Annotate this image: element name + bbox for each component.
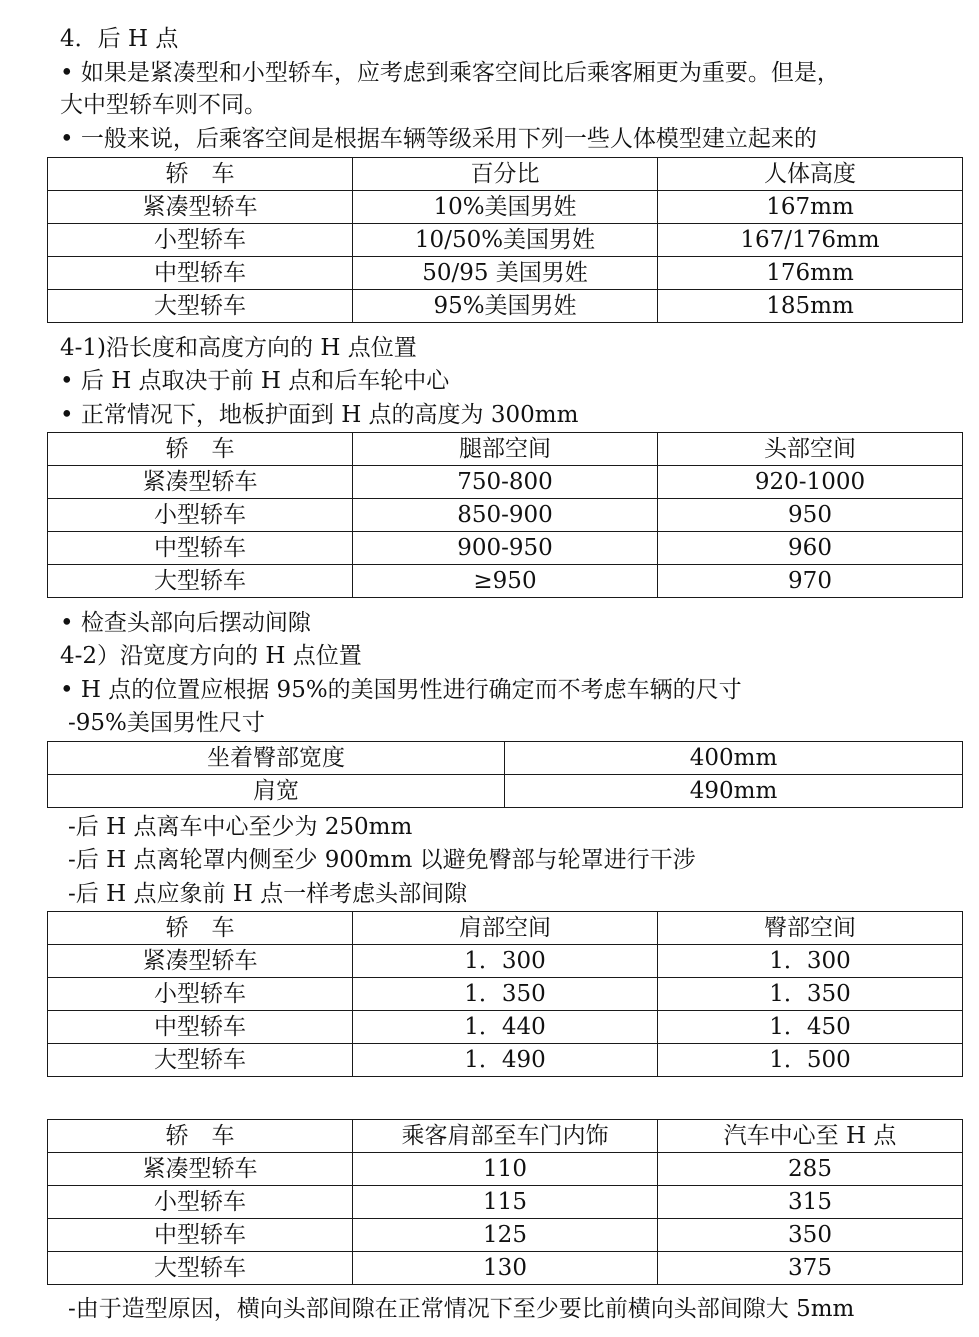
table-cell: 小型轿车 bbox=[48, 1186, 353, 1219]
table-cell: 375 bbox=[658, 1252, 963, 1285]
paragraph-line: • 一般来说，后乘客空间是根据车辆等级采用下列一些人体模型建立起来的 bbox=[60, 126, 817, 152]
final-note: -由于造型原因，横向头部间隙在正常情况下至少要比前横向头部间隙大 5mm bbox=[68, 1296, 855, 1322]
table-cell: 167mm bbox=[658, 191, 963, 224]
table-cell: 大型轿车 bbox=[48, 1252, 353, 1285]
table-cell: 紧凑型轿车 bbox=[48, 191, 353, 224]
mannequin-table bbox=[47, 157, 963, 323]
table-cell: 285 bbox=[658, 1153, 963, 1186]
table-cell: 坐着臀部宽度 bbox=[48, 742, 505, 775]
bullet-line: • 检查头部向后摆动间隙 bbox=[60, 610, 311, 636]
table-cell: 185mm bbox=[658, 290, 963, 323]
table-row bbox=[48, 191, 963, 224]
table-row bbox=[48, 466, 963, 499]
table-cell: 400mm bbox=[505, 742, 963, 775]
table-header-cell: 腿部空间 bbox=[353, 433, 658, 466]
table-row bbox=[48, 257, 963, 290]
table-cell: 950 bbox=[658, 499, 963, 532]
table-header-row bbox=[48, 1120, 963, 1153]
table-cell: 大型轿车 bbox=[48, 290, 353, 323]
bullet-line: • 后 H 点取决于前 H 点和后车轮中心 bbox=[60, 368, 450, 394]
table-cell: 大型轿车 bbox=[48, 1044, 353, 1077]
table-cell: 110 bbox=[353, 1153, 658, 1186]
table-row bbox=[48, 1186, 963, 1219]
table-row bbox=[48, 1219, 963, 1252]
table-cell: 1．450 bbox=[658, 1011, 963, 1044]
table-header-cell: 肩部空间 bbox=[353, 912, 658, 945]
table-header-cell: 汽车中心至 H 点 bbox=[658, 1120, 963, 1153]
table-cell: 95%美国男姓 bbox=[353, 290, 658, 323]
table-row bbox=[48, 742, 963, 775]
table-cell: 960 bbox=[658, 532, 963, 565]
table-row bbox=[48, 1044, 963, 1077]
table-row bbox=[48, 499, 963, 532]
table-header-cell: 头部空间 bbox=[658, 433, 963, 466]
table-cell: 350 bbox=[658, 1219, 963, 1252]
body-dimension-table bbox=[47, 741, 963, 808]
table-cell: 970 bbox=[658, 565, 963, 598]
table-header-cell: 人体高度 bbox=[658, 158, 963, 191]
table-cell: 小型轿车 bbox=[48, 978, 353, 1011]
table-cell: 中型轿车 bbox=[48, 1219, 353, 1252]
table-cell: 1．500 bbox=[658, 1044, 963, 1077]
table-cell: 125 bbox=[353, 1219, 658, 1252]
table-cell: 750-800 bbox=[353, 466, 658, 499]
section-subheading: 4-2）沿宽度方向的 H 点位置 bbox=[60, 643, 362, 669]
table-cell: 1．300 bbox=[658, 945, 963, 978]
table-cell: ≥950 bbox=[353, 565, 658, 598]
table-cell: 176mm bbox=[658, 257, 963, 290]
table-header-cell: 轿 车 bbox=[48, 1120, 353, 1153]
table-cell: 中型轿车 bbox=[48, 532, 353, 565]
table-row bbox=[48, 775, 963, 808]
table-row bbox=[48, 532, 963, 565]
section-subheading: 4-1)沿长度和高度方向的 H 点位置 bbox=[60, 335, 417, 361]
table-cell: 中型轿车 bbox=[48, 257, 353, 290]
leg-head-space-table bbox=[47, 432, 963, 598]
bullet-line: • 正常情况下，地板护面到 H 点的高度为 300mm bbox=[60, 402, 579, 428]
table-header-cell: 乘客肩部至车门内饰 bbox=[353, 1120, 658, 1153]
table-row bbox=[48, 1153, 963, 1186]
table-cell: 中型轿车 bbox=[48, 1011, 353, 1044]
dash-line: -后 H 点离车中心至少为 250mm bbox=[68, 814, 413, 840]
table-cell: 1．300 bbox=[353, 945, 658, 978]
table-cell: 1．350 bbox=[353, 978, 658, 1011]
paragraph-line: 大中型轿车则不同。 bbox=[60, 92, 267, 118]
table-row bbox=[48, 978, 963, 1011]
table-cell: 1．350 bbox=[658, 978, 963, 1011]
table-cell: 167/176mm bbox=[658, 224, 963, 257]
table-cell: 1．490 bbox=[353, 1044, 658, 1077]
table-header-cell: 百分比 bbox=[353, 158, 658, 191]
shoulder-hip-space-table bbox=[47, 911, 963, 1077]
table-cell: 850-900 bbox=[353, 499, 658, 532]
table-cell: 10/50%美国男姓 bbox=[353, 224, 658, 257]
table-cell: 紧凑型轿车 bbox=[48, 466, 353, 499]
table-row bbox=[48, 1252, 963, 1285]
paragraph-line: • 如果是紧凑型和小型轿车，应考虑到乘客空间比后乘客厢更为重要。但是， bbox=[60, 60, 840, 86]
table-cell: 920-1000 bbox=[658, 466, 963, 499]
table-cell: 900-950 bbox=[353, 532, 658, 565]
table-cell: 130 bbox=[353, 1252, 658, 1285]
table-header-cell: 轿 车 bbox=[48, 158, 353, 191]
table-row bbox=[48, 945, 963, 978]
section-heading: 4．后 H 点 bbox=[60, 26, 179, 52]
table-row bbox=[48, 290, 963, 323]
table-row bbox=[48, 565, 963, 598]
table-cell: 肩宽 bbox=[48, 775, 505, 808]
table-header-row bbox=[48, 433, 963, 466]
dash-line: -后 H 点应象前 H 点一样考虑头部间隙 bbox=[68, 881, 468, 907]
table-cell: 大型轿车 bbox=[48, 565, 353, 598]
table-row bbox=[48, 224, 963, 257]
table-cell: 115 bbox=[353, 1186, 658, 1219]
dash-line: -后 H 点离轮罩内侧至少 900mm 以避免臀部与轮罩进行干涉 bbox=[68, 847, 696, 873]
table-header-cell: 轿 车 bbox=[48, 912, 353, 945]
dash-line: -95%美国男性尺寸 bbox=[68, 710, 265, 736]
bullet-line: • H 点的位置应根据 95%的美国男性进行确定而不考虑车辆的尺寸 bbox=[60, 677, 742, 703]
table-cell: 紧凑型轿车 bbox=[48, 945, 353, 978]
table-header-cell: 轿 车 bbox=[48, 433, 353, 466]
table-cell: 50/95 美国男姓 bbox=[353, 257, 658, 290]
table-row bbox=[48, 1011, 963, 1044]
table-header-row bbox=[48, 158, 963, 191]
table-header-row bbox=[48, 912, 963, 945]
table-cell: 315 bbox=[658, 1186, 963, 1219]
table-cell: 490mm bbox=[505, 775, 963, 808]
table-cell: 10%美国男姓 bbox=[353, 191, 658, 224]
table-cell: 小型轿车 bbox=[48, 224, 353, 257]
shoulder-door-table bbox=[47, 1119, 963, 1285]
table-cell: 小型轿车 bbox=[48, 499, 353, 532]
table-cell: 紧凑型轿车 bbox=[48, 1153, 353, 1186]
table-cell: 1．440 bbox=[353, 1011, 658, 1044]
table-header-cell: 臀部空间 bbox=[658, 912, 963, 945]
